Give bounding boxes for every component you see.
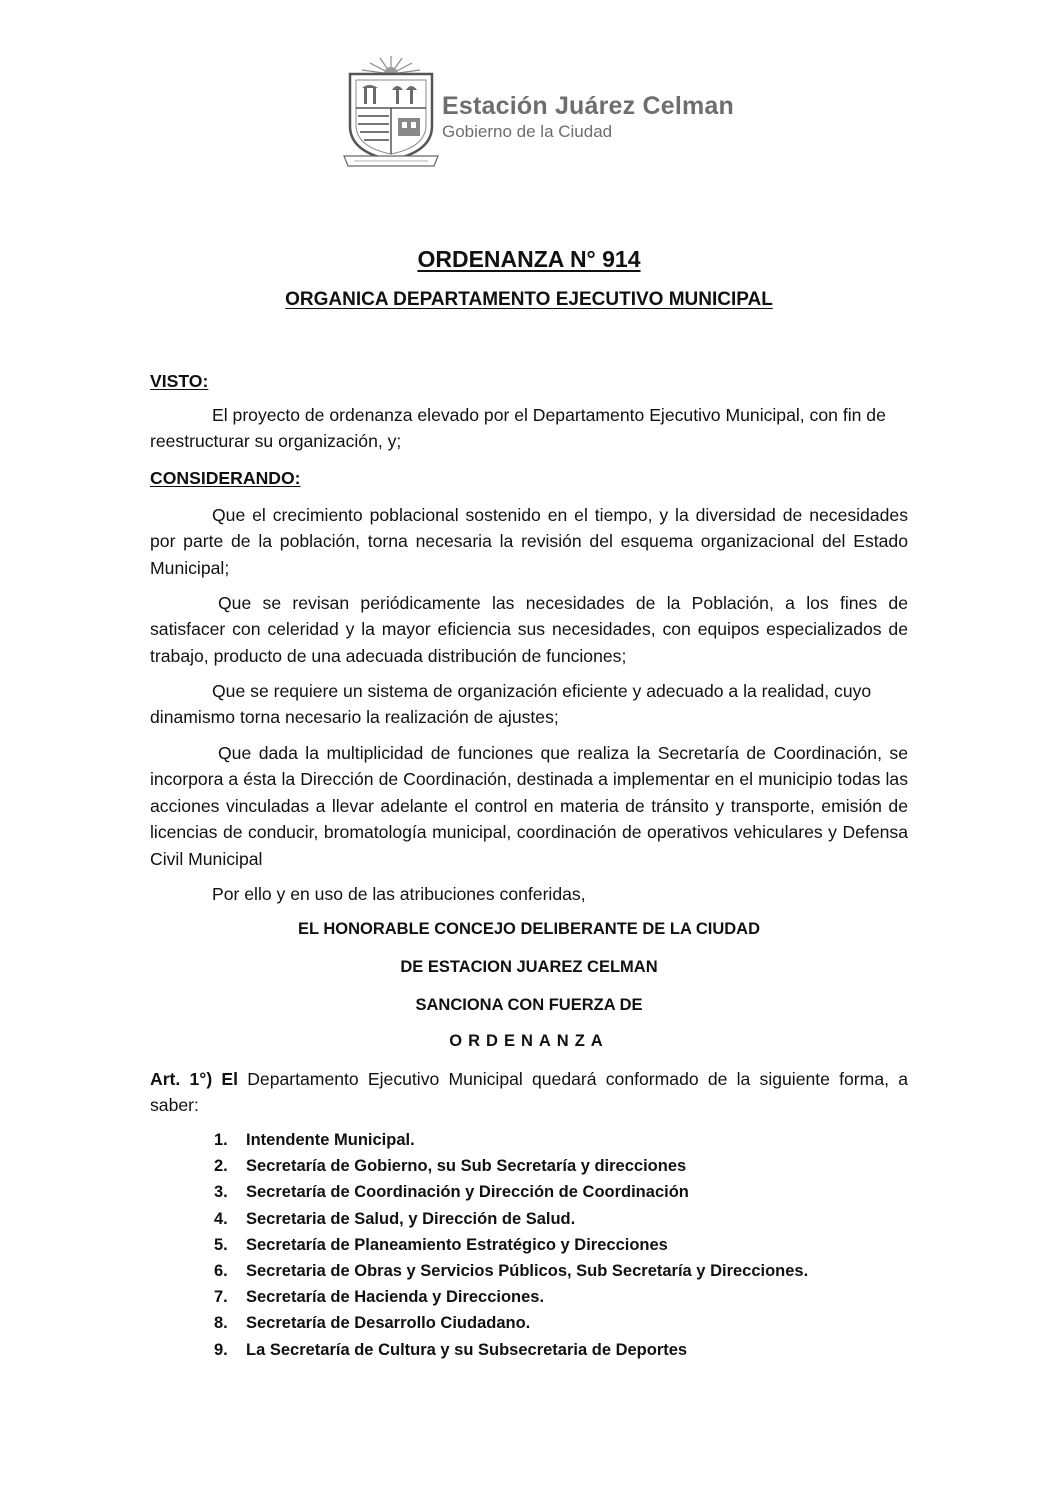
list-item-number: 6.	[214, 1261, 228, 1280]
ordinance-title: ORDENANZA N° 914	[417, 246, 641, 272]
ordinance-subtitle: ORGANICA DEPARTAMENTO EJECUTIVO MUNICIPAL	[285, 289, 773, 310]
list-item-text: Secretaria de Salud, y Dirección de Salud.	[246, 1209, 576, 1228]
considerando-paragraph-3: Que se requiere un sistema de organización eficiente y adecuado a la realidad, cuyo dinamismo torna necesario la realización de ajustes;	[150, 681, 872, 728]
list-item-text: Secretaria de Obras y Servicios Públicos, Sub Secretaría y Direcciones.	[246, 1261, 809, 1280]
sanction-line-4: ORDENANZA	[449, 1032, 609, 1050]
list-item-text: Intendente Municipal.	[246, 1131, 415, 1149]
considerando-paragraph-1: Que el crecimiento poblacional sostenido en el tiempo, y la diversidad de necesidades por parte de la población, torna necesaria la revisión del esquema organizacional del Estado Municipal;	[150, 505, 908, 578]
header-logo	[340, 52, 740, 170]
list-item-number: 8.	[214, 1314, 228, 1333]
considerando-paragraph-4: Que dada la multiplicidad de funciones que realiza la Secretaría de Coordinación, se incorpora a ésta la Dirección de Coordinación, destinada a implementar en el municipio todas las acciones vinculadas a llevar adelante el control en materia de tránsito y transporte, emisión de licencias de conducir, bromatología municipal, coordinación de operativos vehiculares y Defensa Civil Municipal	[150, 743, 908, 869]
list-item	[214, 1337, 808, 1363]
article-1-label: Art. 1°) El	[150, 1069, 238, 1089]
list-item-number: 4.	[214, 1209, 228, 1228]
sanction-line-2: DE ESTACION JUAREZ CELMAN	[400, 958, 658, 976]
list-item-number: 2.	[214, 1157, 228, 1176]
brand-subtitle: Gobierno de la Ciudad	[442, 122, 613, 141]
list-item-text: Secretaría de Coordinación y Dirección de Coordinación	[246, 1183, 689, 1202]
list-item-text: Secretaría de Hacienda y Direcciones.	[246, 1288, 545, 1307]
brand-name: Estación Juárez Celman	[442, 92, 735, 120]
sanction-line-1: EL HONORABLE CONCEJO DELIBERANTE DE LA CIUDAD	[297, 920, 761, 938]
list-item-text: La Secretaría de Cultura y su Subsecretaria de Deportes	[246, 1340, 688, 1359]
visto-label: VISTO:	[150, 371, 209, 391]
article-1-list	[214, 1127, 808, 1363]
list-item-text: Secretaría de Desarrollo Ciudadano.	[246, 1314, 531, 1333]
list-item	[214, 1206, 808, 1232]
list-item-text: Secretaría de Gobierno, su Sub Secretaría y direcciones	[246, 1157, 687, 1176]
list-item-number: 3.	[214, 1183, 228, 1202]
sanction-line-3: SANCIONA CON FUERZA DE	[415, 996, 643, 1014]
considerando-paragraph-5: Por ello y en uso de las atribuciones conferidas,	[212, 884, 586, 904]
list-item-number: 7.	[214, 1288, 228, 1307]
list-item	[214, 1153, 808, 1179]
list-item	[214, 1310, 808, 1336]
article-1-text: Departamento Ejecutivo Municipal quedará conformado de la siguiente forma, a saber:	[150, 1069, 908, 1116]
list-item	[214, 1127, 808, 1153]
list-item	[214, 1284, 808, 1310]
list-item	[214, 1179, 808, 1205]
article-1-intro	[150, 1066, 908, 1119]
considerando-label: CONSIDERANDO:	[150, 468, 301, 488]
list-item	[214, 1232, 808, 1258]
visto-text: El proyecto de ordenanza elevado por el Departamento Ejecutivo Municipal, con fin de reestructurar su organización, y;	[150, 405, 886, 452]
municipal-crest-icon	[340, 52, 442, 170]
list-item-text: Secretaría de Planeamiento Estratégico y Direcciones	[246, 1235, 668, 1254]
list-item	[214, 1258, 808, 1284]
list-item-number: 9.	[214, 1340, 228, 1359]
considerando-paragraph-2: Que se revisan periódicamente las necesidades de la Población, a los fines de satisfacer con celeridad y la mayor eficiencia sus necesidades, con equipos especializados de trabajo, producto de una adecuada distribución de funciones;	[150, 593, 908, 666]
list-item-number: 1.	[214, 1131, 228, 1149]
list-item-number: 5.	[214, 1235, 228, 1254]
